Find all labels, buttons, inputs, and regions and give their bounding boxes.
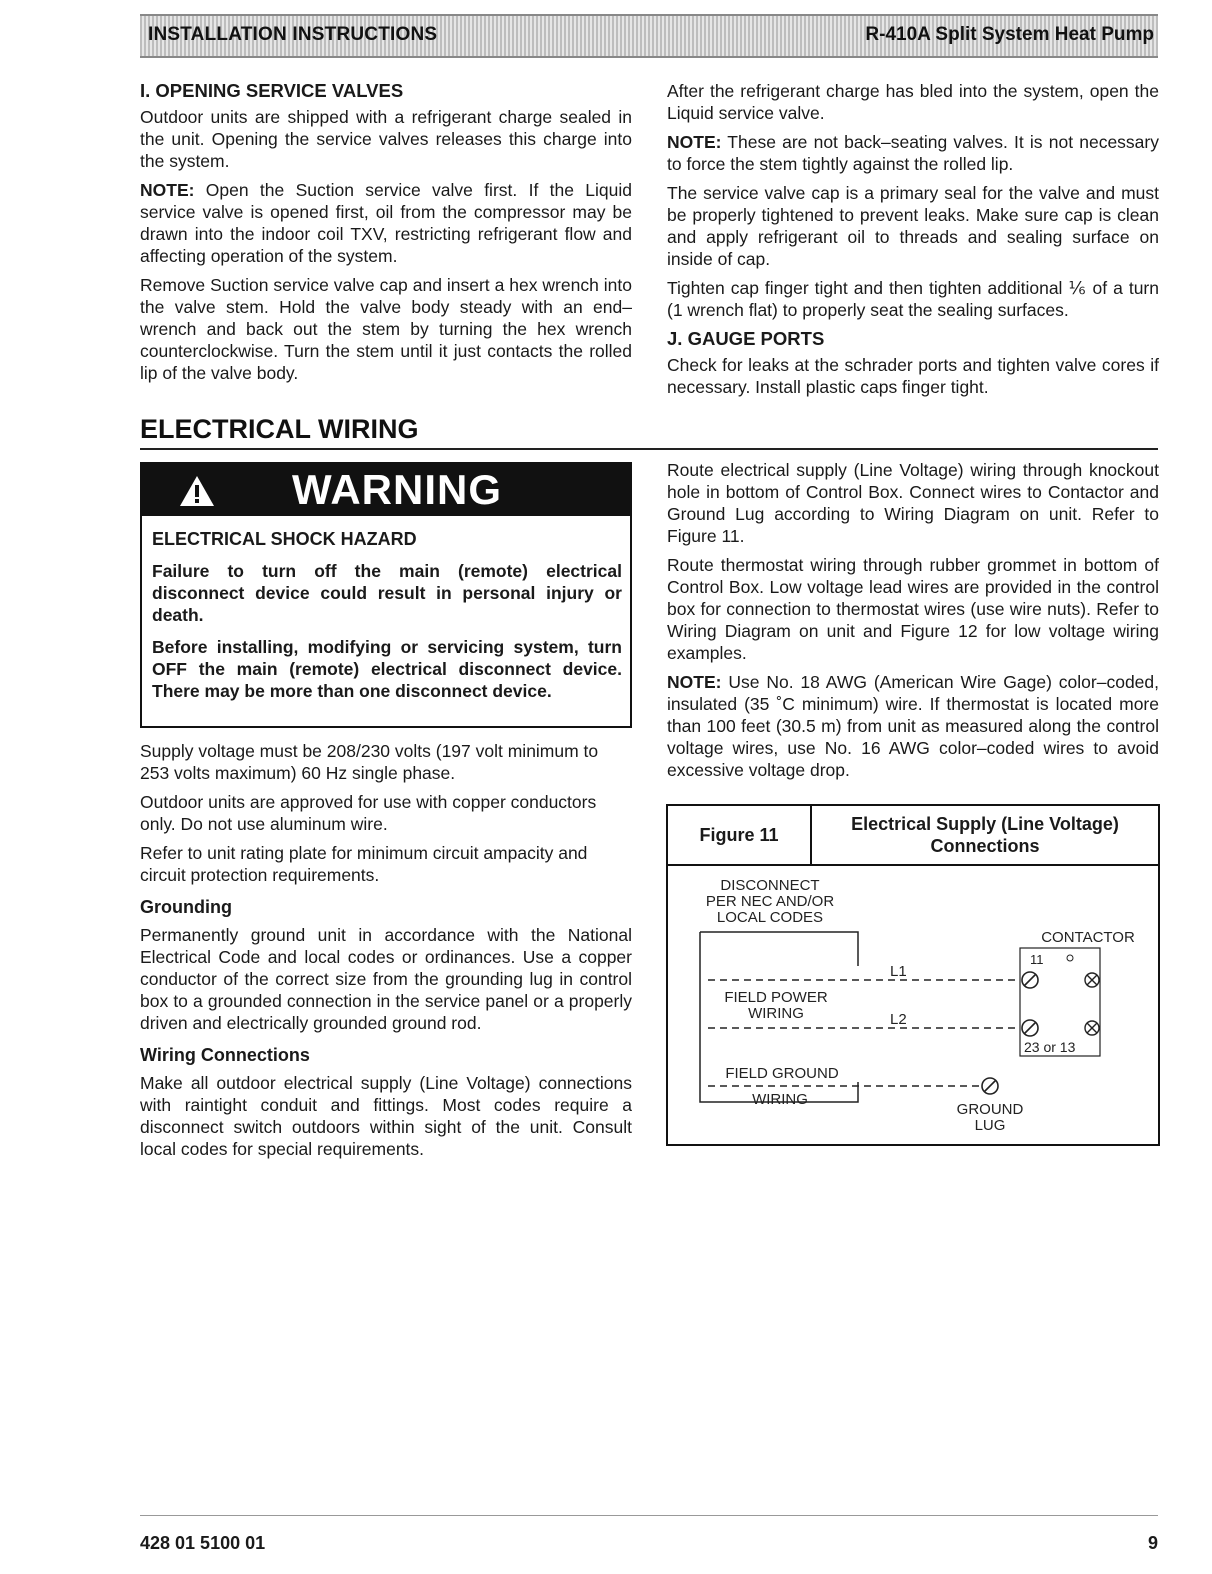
section-i-note [140, 179, 632, 267]
electrical-wiring-title: ELECTRICAL WIRING [140, 414, 1158, 450]
l2-label: L2 [890, 1011, 907, 1028]
section-i-p1: Outdoor units are shipped with a refrigerant charge sealed in the unit. Opening the service valves releases this charge into the system. [140, 107, 632, 171]
grounding-text: Permanently ground unit in accordance with the National Electrical Code and local codes or ordinances. Use a copper conductor of the correct size from the grounding lug in control box to a grounded connection in the service panel or a properly driven and electrically grounded ground rod. [140, 925, 632, 1033]
awg-note [667, 671, 1159, 781]
l1-label: L1 [890, 963, 907, 980]
electrical-right-text [667, 459, 1159, 788]
section-j-p1: Check for leaks at the schrader ports and tighten valve cores if necessary. Install plastic caps finger tight. [667, 355, 1159, 397]
warning-header [142, 464, 630, 516]
section-i-cont-p3: The service valve cap is a primary seal for the valve and must be properly tightened to prevent leaks. Make sure cap is clean and apply refrigerant oil to threads and sealing surface on inside of cap. [667, 183, 1159, 269]
note-text: These are not back–seating valves. It is not necessary to force the stem tightly against the rolled lip. [667, 132, 1159, 174]
wiring-connections-text: Make all outdoor electrical supply (Line Voltage) connections with raintight conduit and fittings. Most codes require a disconnect switch outdoors within sight of the unit. Consult local codes for special requirements. [140, 1073, 632, 1159]
load-terminal-icon [1085, 973, 1099, 987]
field-power-label-2: WIRING [748, 1005, 804, 1022]
figure-label: Figure 11 [668, 806, 812, 866]
document-number: 428 01 5100 01 [140, 1533, 266, 1553]
section-i-cont-note [667, 131, 1159, 175]
route-supply-text: Route electrical supply (Line Voltage) wiring through knockout hole in bottom of Control Box. Connect wires to Contactor and Ground Lug according to Wiring Diagram on unit. Refer to Figure 11. [667, 460, 1159, 546]
warning-p2: Before installing, modifying or servicing system, turn OFF the main (remote) electrical disconnect device. There may be more than one disconnect device. [152, 637, 622, 701]
rating-plate-text: Refer to unit rating plate for minimum circuit ampacity and circuit protection requirements. [140, 843, 588, 885]
l2-terminal-icon [1022, 1020, 1038, 1036]
header-product: R-410A Split System Heat Pump [865, 24, 1154, 45]
disconnect-label-2: PER NEC AND/OR [705, 893, 835, 910]
terminal-dot [1067, 955, 1073, 961]
note-label: NOTE: [667, 672, 722, 692]
field-ground-label-1: FIELD GROUND [725, 1065, 839, 1082]
copper-text: Outdoor units are approved for use with copper conductors only. Do not use aluminum wire. [140, 792, 597, 834]
warning-word: WARNING [292, 466, 502, 513]
grounding-heading: Grounding [140, 897, 232, 917]
section-opening-service-valves [140, 80, 632, 391]
warning-triangle-icon [178, 474, 216, 508]
note-text: Open the Suction service valve first. If the Liquid service valve is opened first, oil from the compressor may be drawn into the indoor coil TXV, restricting refrigerant flow and affecting operation of the system. [140, 180, 632, 266]
load-terminal-icon [1085, 1021, 1099, 1035]
section-j-heading: J. GAUGE PORTS [667, 328, 825, 349]
disconnect-label-1: DISCONNECT [720, 877, 820, 894]
page-number: 9 [1147, 1533, 1158, 1553]
note-text: Use No. 18 AWG (American Wire Gage) color–coded, insulated (35 ˚C minimum) wire. If thermostat is located more than 100 feet (30.5 m) from unit as measured along the control voltage wires, use No. 16 AWG color–coded wires to avoid excessive voltage drop. [667, 672, 1159, 780]
wiring-connections-heading: Wiring Connections [140, 1045, 310, 1065]
section-i-cont-p1: After the refrigerant charge has bled into the system, open the Liquid service valve. [667, 81, 1159, 123]
contactor-label: CONTACTOR [1041, 929, 1135, 946]
disconnect-box-top [700, 932, 858, 966]
note-label: NOTE: [140, 180, 195, 200]
section-i-heading: I. OPENING SERVICE VALVES [140, 80, 404, 101]
note-label: NOTE: [667, 132, 722, 152]
warning-box [140, 462, 632, 728]
field-ground-label-2: WIRING [752, 1091, 808, 1108]
supply-voltage-text: Supply voltage must be 208/230 volts (197 volt minimum to 253 volts maximum) 60 Hz single phase. [140, 741, 599, 783]
terminal-11-label: 11 [1030, 952, 1044, 967]
terminal-23-label: 23 or 13 [1024, 1039, 1076, 1055]
ground-lug-label-2: LUG [974, 1117, 1006, 1134]
figure-title: Electrical Supply (Line Voltage) Connections [812, 806, 1158, 866]
field-power-label-1: FIELD POWER [724, 989, 828, 1006]
footer-rule [140, 1515, 1158, 1516]
wiring-diagram [668, 866, 1158, 1144]
warning-body [152, 528, 622, 712]
warning-p1: Failure to turn off the main (remote) electrical disconnect device could result in personal injury or death. [152, 561, 622, 625]
warning-hazard: ELECTRICAL SHOCK HAZARD [152, 529, 417, 549]
disconnect-label-3: LOCAL CODES [716, 909, 824, 926]
section-i-p3: Remove Suction service valve cap and insert a hex wrench into the valve stem. Hold the valve body steady with an end–wrench and back out the stem by turning the hex wrench counterclockwise. Turn the stem until it just contacts the rolled lip of the valve body. [140, 275, 632, 383]
route-thermostat-text: Route thermostat wiring through rubber grommet in bottom of Control Box. Low voltage lead wires are provided in the control box for connection to thermostat wires (use wire nuts). Refer to Wiring Diagram on unit and Figure 12 for low voltage wiring examples. [667, 555, 1159, 663]
section-i-continued [667, 80, 1159, 405]
electrical-left-text [140, 740, 632, 1167]
ground-lug-label-1: GROUND [956, 1101, 1024, 1118]
figure-11 [666, 804, 1160, 1146]
ground-lug-icon [982, 1078, 998, 1094]
l1-terminal-icon [1022, 972, 1038, 988]
section-i-cont-p4: Tighten cap finger tight and then tighten additional ⅙ of a turn (1 wrench flat) to properly seat the sealing surfaces. [667, 278, 1159, 320]
header-title: INSTALLATION INSTRUCTIONS [148, 24, 438, 45]
